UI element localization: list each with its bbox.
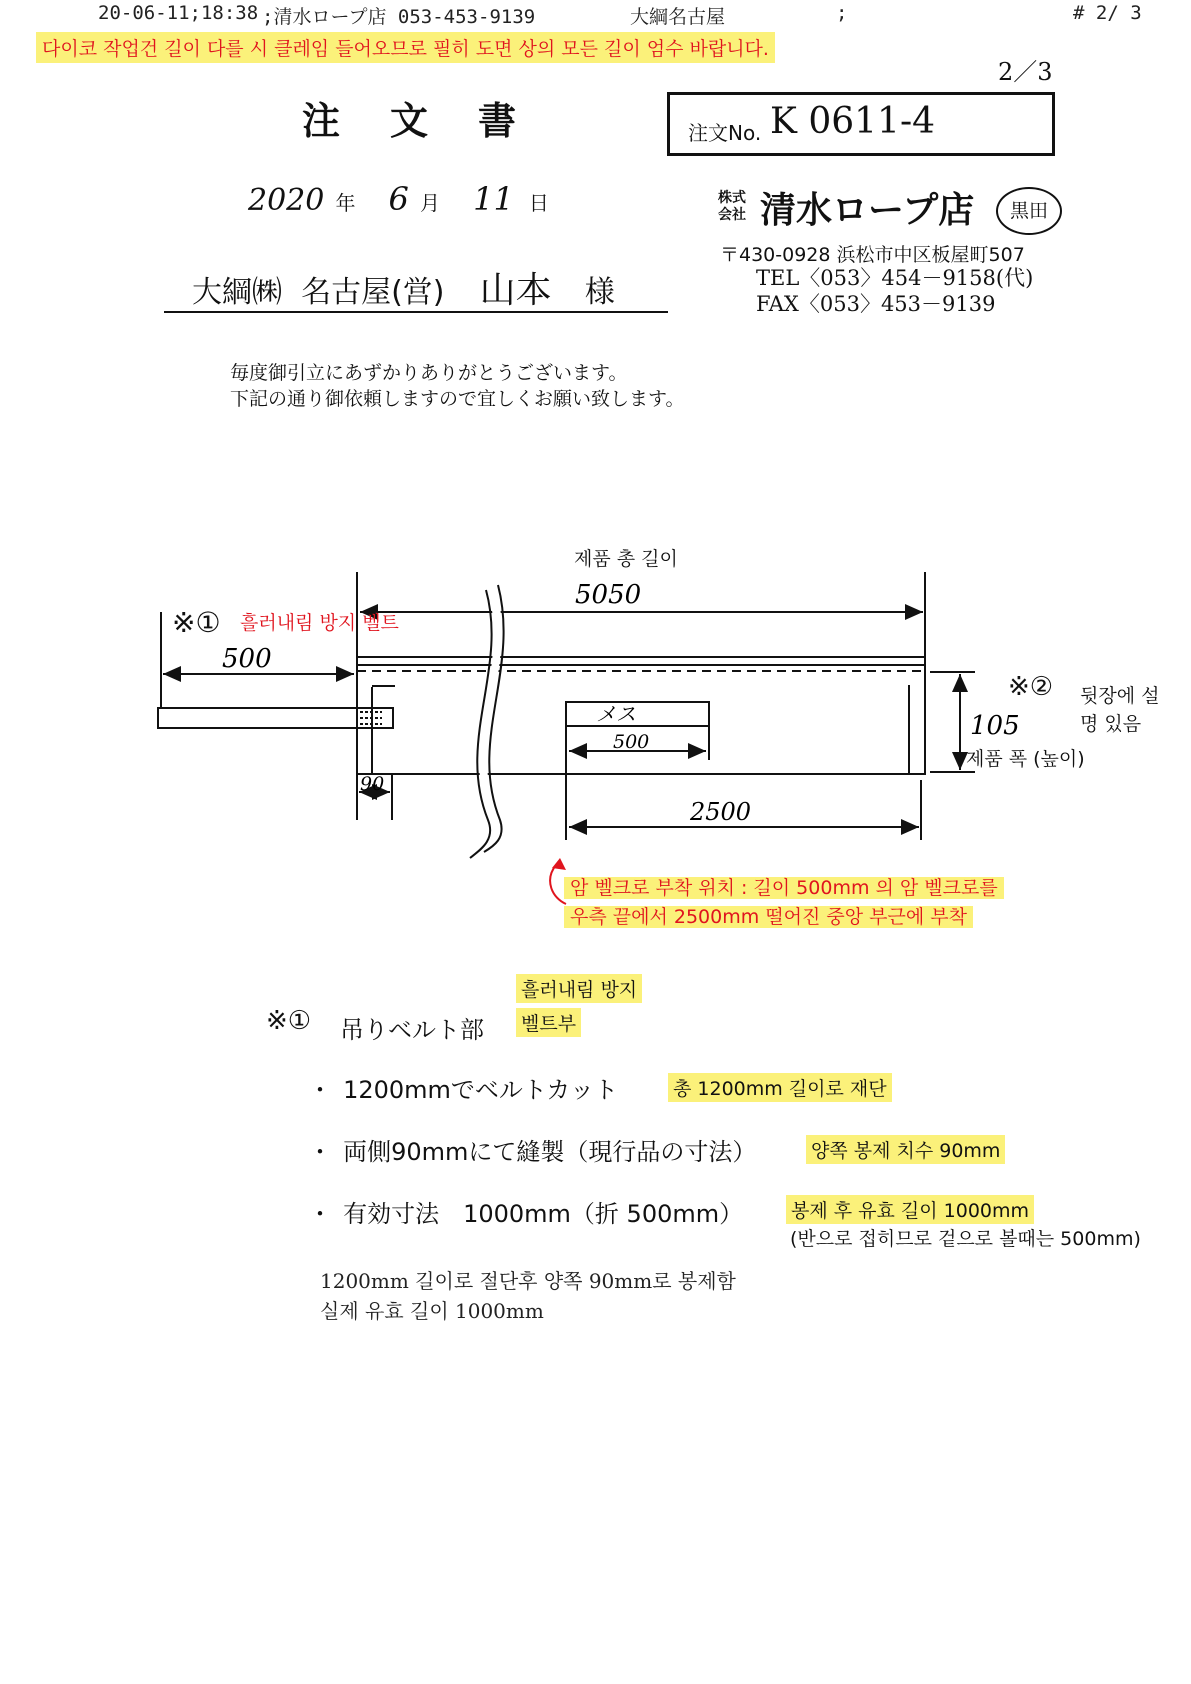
velcro-pointer-head	[552, 858, 566, 870]
sender-address: 〒430-0928 浜松市中区板屋町507	[720, 244, 1025, 266]
item-ko-subtext: (반으로 접히므로 겉으로 볼때는 500mm)	[790, 1228, 1141, 1250]
sender-corp-prefix	[718, 190, 746, 224]
section1-summary	[320, 1266, 736, 1326]
dim-text-105: 105	[970, 711, 1020, 741]
list-item	[308, 1194, 743, 1229]
note2-line-1: 뒷장에 설	[1080, 685, 1160, 707]
addressee-person: 山本	[479, 270, 552, 311]
section1-ko-title-1: 흘러내림 방지	[516, 974, 642, 1003]
sender-tel: TEL〈053〉454－9158(代)	[756, 266, 1034, 290]
item-bullet: ・	[308, 1200, 332, 1228]
product-body-outline	[357, 657, 925, 774]
doc-title: 注 文 書	[302, 99, 523, 143]
velcro-note	[564, 874, 1004, 932]
note2-line-2: 명 있음	[1080, 713, 1142, 735]
list-item	[308, 1070, 618, 1105]
dim-text-2500: 2500	[690, 798, 752, 826]
greeting-line-1: 毎度御引立にあずかりありがとうございます。	[230, 362, 628, 384]
fax-recipient: 大綱名古屋	[630, 6, 726, 28]
item-ko-text: 양쪽 봉제 치수 90mm	[806, 1135, 1005, 1164]
list-item	[308, 1132, 756, 1167]
section1-mark: ※①	[266, 1006, 312, 1036]
item-jp-text: 両側90mmにて縫製（現行品の寸法）	[343, 1138, 757, 1166]
summary-line-2: 실제 유효 길이 1000mm	[320, 1299, 544, 1323]
sender-corp-prefix-2: 会社	[718, 207, 746, 223]
dim-text-5050: 5050	[575, 580, 642, 610]
section1-ko-title-2: 벨트부	[516, 1008, 581, 1037]
velcro-note-line-1: 암 벨크로 부착 위치 : 길이 500mm 의 암 벨크로를	[564, 877, 1004, 899]
fax-sender: ;清水ロープ店 053-453-9139	[262, 6, 536, 28]
belt-note-mark: ※①	[172, 606, 221, 639]
order-no-label: 注文No.	[688, 121, 762, 145]
date-month: 6	[388, 180, 409, 218]
dim-text-500-belt: 500	[222, 644, 272, 674]
order-date	[248, 180, 549, 218]
date-day-unit: 日	[528, 191, 549, 215]
dim-text-500-mesu: 500	[613, 731, 650, 753]
item-ko-text: 봉제 후 유효 길이 1000mm	[786, 1195, 1034, 1224]
order-no-box	[667, 92, 1055, 156]
addressee-company: 大綱㈱	[192, 275, 282, 310]
greeting-line-2: 下記の通り御依頼しますので宜しくお願い致します。	[230, 388, 685, 410]
addressee-underline	[164, 311, 668, 313]
fax-page: # 2/ 3	[1073, 2, 1142, 24]
date-month-unit: 月	[420, 191, 440, 215]
dim-text-90: 90	[360, 773, 385, 795]
item-jp-text: 有効寸法 1000mm（折 500mm）	[343, 1200, 744, 1228]
mesu-box	[566, 702, 709, 726]
total-length-label: 제품 총 길이	[574, 548, 678, 570]
fax-separator: ;	[836, 2, 848, 24]
sender-name: 清水ロープ店	[760, 190, 975, 231]
order-no-value: K 0611-4	[770, 101, 936, 142]
addressee	[192, 262, 615, 313]
top-notice: 다이코 작업건 길이 다를 시 클레임 들어오므로 필히 도면 상의 모든 길이 엄수 바랍니다.	[36, 32, 775, 63]
dim-text-mesu: メス	[596, 702, 636, 726]
date-year: 2020	[248, 183, 325, 218]
item-bullet: ・	[308, 1138, 332, 1166]
sender-seal	[996, 187, 1062, 235]
note2-mark: ※②	[1008, 672, 1054, 702]
sender-corp-prefix-1: 株式	[718, 190, 746, 206]
sender-fax: FAX〈053〉453－9139	[756, 292, 996, 316]
item-bullet: ・	[308, 1076, 332, 1104]
greeting	[230, 360, 684, 412]
date-year-unit: 年	[335, 191, 356, 215]
addressee-honorific: 様	[584, 275, 615, 310]
height-label: 제품 폭 (높이)	[966, 748, 1085, 770]
addressee-branch: 名古屋(営)	[301, 275, 445, 310]
item-jp-text: 1200mmでベルトカット	[343, 1076, 618, 1104]
summary-line-1: 1200mm 길이로 절단후 양쪽 90mm로 봉제함	[320, 1269, 736, 1293]
belt-note-label: 흘러내림 방지 벨트	[240, 612, 399, 634]
seal-text: 黒田	[1009, 200, 1048, 222]
fax-timestamp: 20-06-11;18:38	[98, 2, 259, 24]
date-day: 11	[473, 180, 514, 218]
note2-text	[1080, 682, 1159, 738]
velcro-note-line-2: 우측 끝에서 2500mm 떨어진 중앙 부근에 부착	[564, 906, 973, 928]
section1-title: 吊りベルト部	[340, 1016, 484, 1044]
item-ko-text: 총 1200mm 길이로 재단	[668, 1073, 892, 1102]
page-number: 2／3	[998, 58, 1053, 86]
